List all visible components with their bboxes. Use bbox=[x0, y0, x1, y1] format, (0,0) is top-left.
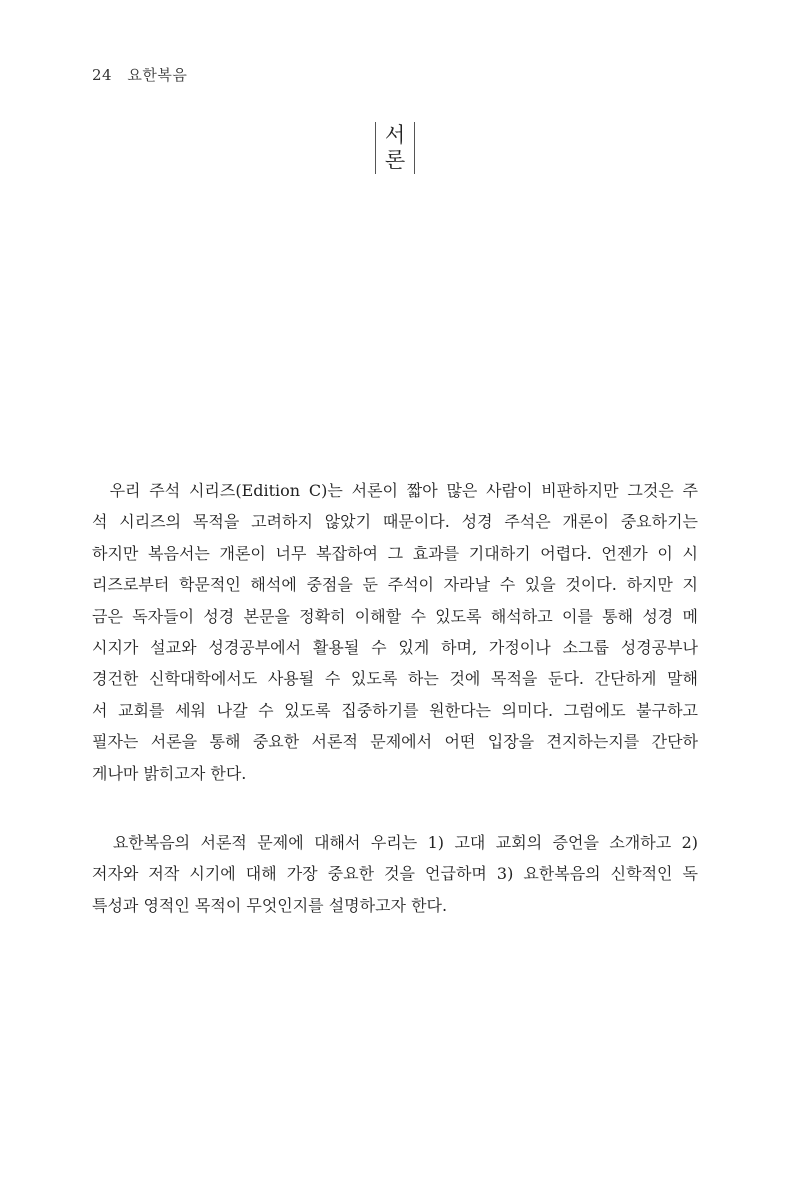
text-line: 하지만 복음서는 개론이 너무 복잡하여 그 효과를 기대하기 어렵다. 언젠가 이 시 bbox=[92, 543, 698, 563]
text-line: 금은 독자들이 성경 본문을 정확히 이해할 수 있도록 해석하고 이를 통해 성경 메 bbox=[92, 606, 698, 626]
paragraph-2 bbox=[92, 827, 698, 921]
chapter-title bbox=[375, 122, 415, 174]
text-line: 요한복음의 서론적 문제에 대해서 우리는 1) 고대 교회의 증언을 소개하고 2) bbox=[92, 833, 698, 852]
page-number: 24 bbox=[92, 66, 113, 84]
text-line: 필자는 서론을 통해 중요한 서론적 문제에서 어떤 입장을 견지하는지를 간단하 bbox=[92, 732, 698, 752]
paragraph-1 bbox=[92, 475, 698, 789]
chapter-title-char: 론 bbox=[384, 148, 406, 172]
text-line: 시지가 설교와 성경공부에서 활용될 수 있게 하며, 가정이나 소그룹 성경공부나 bbox=[92, 637, 698, 657]
chapter-title-char: 서 bbox=[384, 123, 406, 147]
running-header bbox=[92, 64, 187, 85]
text-line: 석 시리즈의 목적을 고려하지 않았기 때문이다. 성경 주석은 개론이 중요하기는 bbox=[92, 512, 698, 532]
text-line: 저자와 저작 시기에 대해 가장 중요한 것을 언급하며 3) 요한복음의 신학적인 독 bbox=[92, 864, 698, 884]
text-line: 게나마 밝히고자 한다. bbox=[92, 763, 247, 783]
text-line: 리즈로부터 학문적인 해석에 중점을 둔 주석이 자라날 수 있을 것이다. 하지만 지 bbox=[92, 575, 698, 595]
text-line: 특성과 영적인 목적이 무엇인지를 설명하고자 한다. bbox=[92, 895, 448, 915]
book-title: 요한복음 bbox=[127, 66, 188, 84]
text-line: 경건한 신학대학에서도 사용될 수 있도록 하는 것에 목적을 둔다. 간단하게 말해 bbox=[92, 669, 698, 689]
text-line: 우리 주석 시리즈(Edition C)는 서론이 짧아 많은 사람이 비판하지만 그것은 주 bbox=[92, 481, 698, 500]
text-line: 서 교회를 세워 나갈 수 있도록 집중하기를 원한다는 의미다. 그럼에도 불구하고 bbox=[92, 700, 698, 720]
